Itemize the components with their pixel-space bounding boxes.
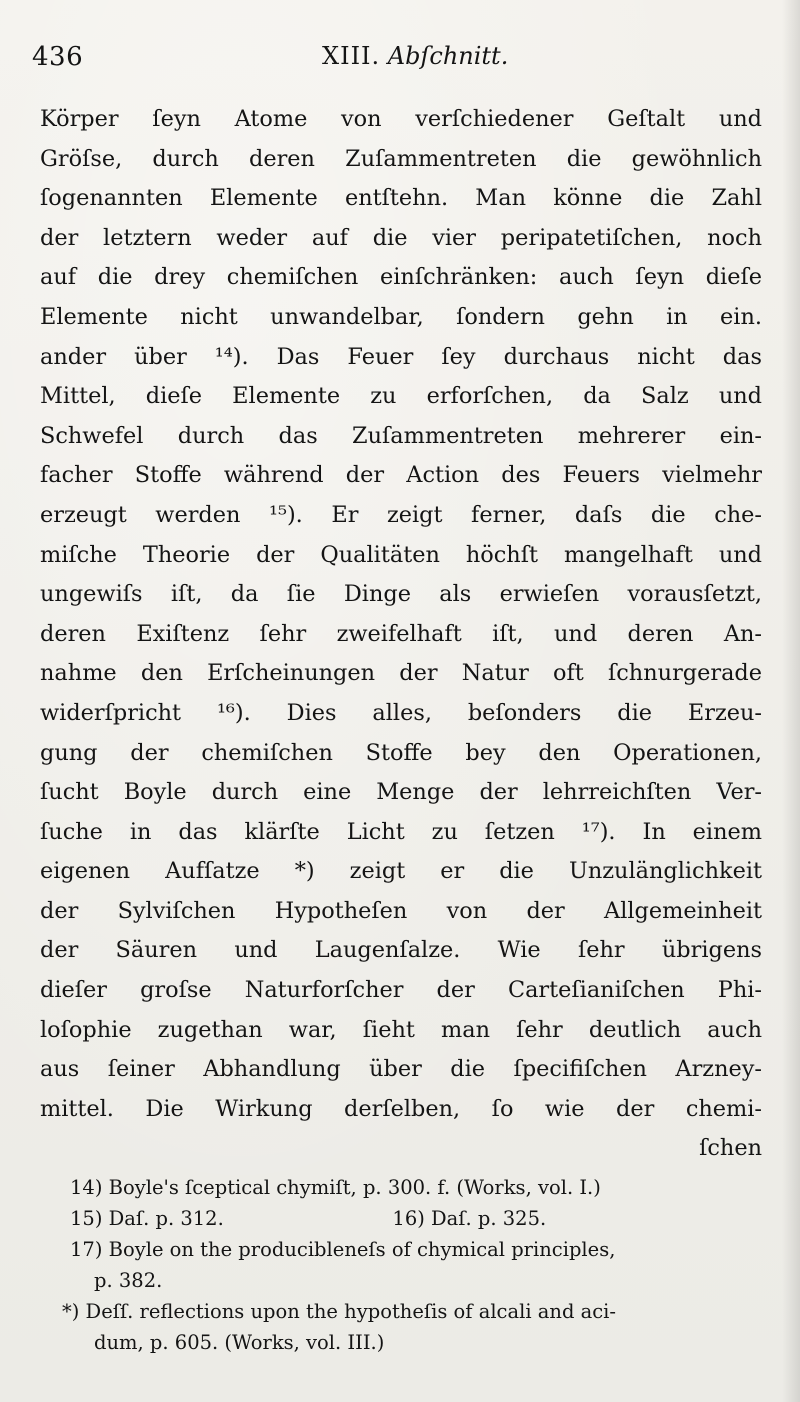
footnotes [62, 1172, 762, 1358]
body-line: Mittel, dieſe Elemente zu erforſchen, da Salz und [40, 383, 762, 410]
body-line: gung der chemiſchen Stoffe bey den Operationen, [40, 739, 762, 766]
running-head [322, 42, 508, 70]
body-line: widerſpricht ¹⁶). Dies alles, beſonders die Erzeu- [40, 699, 762, 726]
body-line: ſuche in das klärſte Licht zu ſetzen ¹⁷). In einem [40, 818, 762, 845]
footnote-15-16-row [70, 1203, 762, 1234]
footnote-star: *) Deſſ. reflections upon the hypotheſis of alcali and aci- [62, 1300, 617, 1323]
body-line: Körper ſeyn Atome von verſchiedener Geſtalt und [40, 106, 762, 132]
page-number: 436 [32, 42, 84, 72]
body-line: der letztern weder auf die vier peripatetiſchen, noch [40, 224, 762, 251]
footnote-14: 14) Boyle's ſceptical chymiſt, p. 300. f. (Works, vol. I.) [70, 1176, 601, 1199]
body-line: Schwefel durch das Zuſammentreten mehrerer ein- [40, 422, 762, 449]
body-line: eigenen Aufſatze *) zeigt er die Unzulänglichkeit [40, 858, 762, 885]
body-line: facher Stoffe während der Action des Feuers vielmehr [40, 462, 762, 489]
body-line: loſophie zugethan war, ſieht man ſehr deutlich auch [40, 1016, 762, 1043]
body-line: dieſer groſse Naturforſcher der Carteſianiſchen Phi- [40, 977, 762, 1004]
body-line: Elemente nicht unwandelbar, ſondern gehn in ein. [40, 303, 762, 330]
body-text [40, 100, 762, 1169]
body-line: aus ſeiner Abhandlung über die ſpecifiſchen Arzney- [40, 1056, 762, 1083]
body-line: erzeugt werden ¹⁵). Er zeigt ferner, daſs die che- [40, 501, 762, 528]
body-line: mittel. Die Wirkung derſelben, ſo wie der chemi- [40, 1095, 762, 1122]
body-line: nahme den Erſcheinungen der Natur oft ſchnurgerade [40, 660, 762, 687]
footnote-16: 16) Daſ. p. 325. [392, 1207, 547, 1230]
body-line: miſche Theorie der Qualitäten höchſt mangelhaft und [40, 541, 762, 568]
body-line: ſogenannten Elemente entſtehn. Man könne die Zahl [40, 185, 762, 212]
footnote-15: 15) Daſ. p. 312. [70, 1207, 224, 1230]
footnote-17: 17) Boyle on the producibleneſs of chymical principles, [70, 1238, 616, 1261]
body-line: auf die drey chemiſchen einſchränken: auch ſeyn dieſe [40, 264, 762, 291]
body-line: Gröſse, durch deren Zuſammentreten die gewöhnlich [40, 145, 762, 172]
running-head-chapter-number: XIII. [322, 42, 381, 70]
body-line: ſucht Boyle durch eine Menge der lehrreichſten Ver- [40, 779, 762, 806]
running-head-chapter-word: Abſchnitt. [387, 42, 509, 70]
body-line: der Sylviſchen Hypotheſen von der Allgemeinheit [40, 897, 762, 924]
catchword: ſchen [699, 1135, 762, 1162]
footnote-17-continued: p. 382. [94, 1269, 163, 1292]
body-line: der Säuren und Laugenſalze. Wie ſehr übrigens [40, 937, 762, 964]
page-header [32, 42, 762, 82]
body-line: deren Exiſtenz ſehr zweifelhaft iſt, und deren An- [40, 620, 762, 647]
body-line: ungewiſs iſt, da ſie Dinge als erwieſen vorausſetzt, [40, 581, 762, 608]
body-line: ander über ¹⁴). Das Feuer ſey durchaus nicht das [40, 343, 762, 370]
footnote-star-continued: dum, p. 605. (Works, vol. III.) [94, 1331, 385, 1354]
